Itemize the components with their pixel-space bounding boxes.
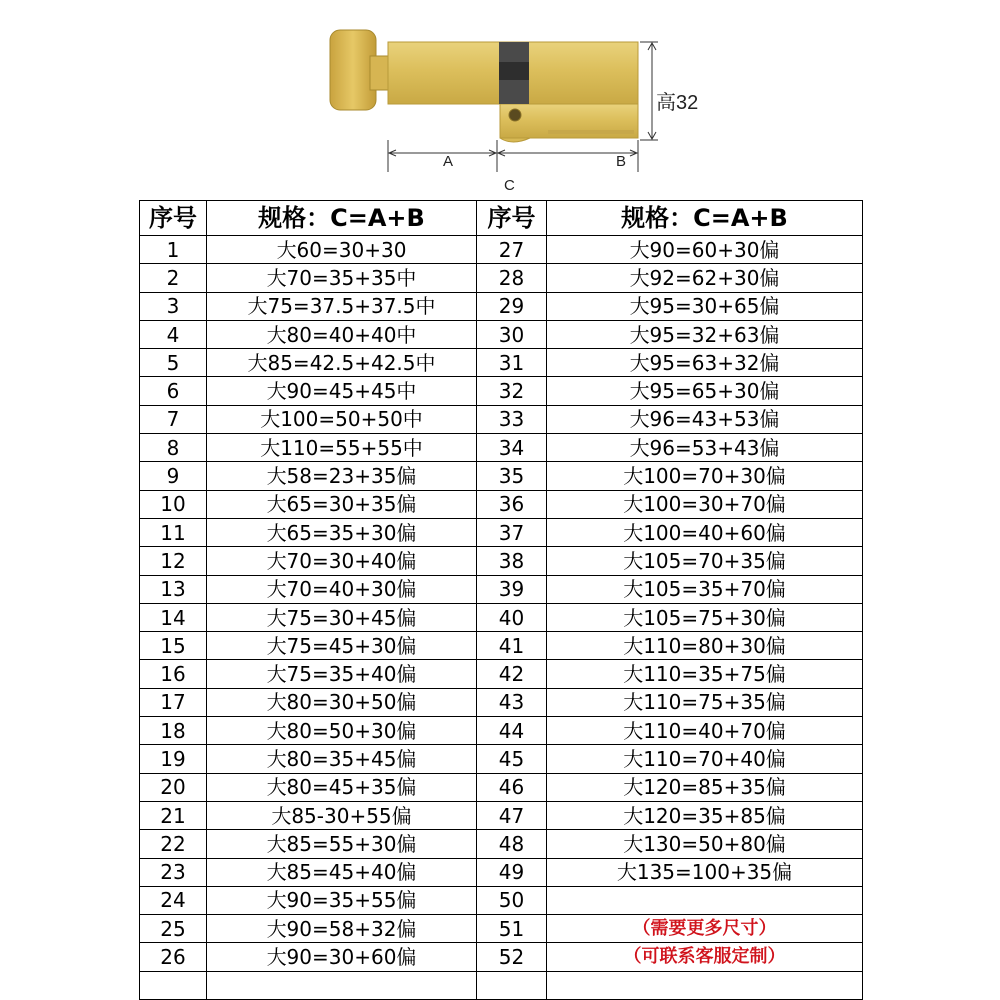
cell-index-right: 32	[477, 377, 547, 405]
cell-spec-right: 大105=70+35偏	[547, 547, 863, 575]
cell-spec-right: 大95=32+63偏	[547, 320, 863, 348]
cell-spec-right: 大120=35+85偏	[547, 801, 863, 829]
cell-index-right: 27	[477, 236, 547, 264]
table-row	[140, 801, 863, 829]
cell-index-right: 39	[477, 575, 547, 603]
cell-spec-left: 大80=35+45偏	[207, 745, 477, 773]
cell-spec-left: 大60=30+30	[207, 236, 477, 264]
cell-index-left: 1	[140, 236, 207, 264]
cell-spec-left: 大70=30+40偏	[207, 547, 477, 575]
cell-spec-left: 大65=30+35偏	[207, 490, 477, 518]
cell-spec-left: 大65=35+30偏	[207, 518, 477, 546]
cell-spec-left: 大85=45+40偏	[207, 858, 477, 886]
cell-index-left: 23	[140, 858, 207, 886]
table-row	[140, 547, 863, 575]
cell-spec-left: 大85-30+55偏	[207, 801, 477, 829]
cell-index-left: 8	[140, 434, 207, 462]
spec-table-body	[140, 236, 863, 1000]
cell-spec-right: 大90=60+30偏	[547, 236, 863, 264]
cell-spec-left: 大90=30+60偏	[207, 943, 477, 971]
table-row	[140, 688, 863, 716]
header-index-left: 序号	[140, 201, 207, 236]
cell-spec-left: 大70=40+30偏	[207, 575, 477, 603]
table-row	[140, 632, 863, 660]
cell-spec-left: 大85=55+30偏	[207, 830, 477, 858]
cell-spec-right: 大130=50+80偏	[547, 830, 863, 858]
cell-spec-left: 大100=50+50中	[207, 405, 477, 433]
cell-spec-left: 大90=35+55偏	[207, 886, 477, 914]
dimension-a-label: A	[443, 153, 454, 170]
cell-index-right: 49	[477, 858, 547, 886]
cell-spec-right: 大110=35+75偏	[547, 660, 863, 688]
dimension-c-label: C	[504, 177, 515, 194]
cell-index-left: 24	[140, 886, 207, 914]
table-row	[140, 773, 863, 801]
cell-index-left: 5	[140, 349, 207, 377]
cell-spec-right: 大95=30+65偏	[547, 292, 863, 320]
table-row	[140, 264, 863, 292]
cell-index-left: 18	[140, 717, 207, 745]
table-row	[140, 886, 863, 914]
cell-index-right: 40	[477, 603, 547, 631]
table-row	[140, 717, 863, 745]
cell-index-right: 35	[477, 462, 547, 490]
cell-index-right: 52	[477, 943, 547, 971]
cell-index-left: 19	[140, 745, 207, 773]
cell-spec-right: 大100=30+70偏	[547, 490, 863, 518]
cell-spec-right: 大110=80+30偏	[547, 632, 863, 660]
cell-index-right: 42	[477, 660, 547, 688]
cell-index-right: 30	[477, 320, 547, 348]
cell-index-left: 21	[140, 801, 207, 829]
cell-index-left: 15	[140, 632, 207, 660]
cell-spec-right: 大96=53+43偏	[547, 434, 863, 462]
cell-index-left: 13	[140, 575, 207, 603]
cell-index-right: 46	[477, 773, 547, 801]
cell-index-left: 22	[140, 830, 207, 858]
table-row	[140, 575, 863, 603]
cell-index-left: 10	[140, 490, 207, 518]
table-row	[140, 236, 863, 264]
cell-index-right: 51	[477, 915, 547, 943]
cell-spec-left: 大70=35+35中	[207, 264, 477, 292]
cell-spec-right: 大135=100+35偏	[547, 858, 863, 886]
cell-spec-right: （可联系客服定制）	[547, 943, 863, 971]
cell-spec-right: 大110=75+35偏	[547, 688, 863, 716]
width-dimension-lines	[388, 140, 638, 172]
cell-index-right: 43	[477, 688, 547, 716]
cell-index-left: 17	[140, 688, 207, 716]
cell-index-right: 31	[477, 349, 547, 377]
header-spec-left: 规格：C=A+B	[207, 201, 477, 236]
cell-index-right: 44	[477, 717, 547, 745]
cell-spec-left: 大110=55+55中	[207, 434, 477, 462]
header-spec-right: 规格：C=A+B	[547, 201, 863, 236]
thumb-turn-knob	[330, 30, 392, 110]
cell-spec-left: 大80=40+40中	[207, 320, 477, 348]
table-row	[140, 660, 863, 688]
cell-spec-right: 大96=43+53偏	[547, 405, 863, 433]
cell-index-right: 33	[477, 405, 547, 433]
cell-spec-left: 大80=45+35偏	[207, 773, 477, 801]
cell-index-right: 48	[477, 830, 547, 858]
cell-index-right: 38	[477, 547, 547, 575]
table-header-row	[140, 201, 863, 236]
cell-index-left: 25	[140, 915, 207, 943]
dimension-b-label: B	[616, 153, 627, 170]
table-row	[140, 915, 863, 943]
cell-spec-left: 大58=23+35偏	[207, 462, 477, 490]
spec-table	[139, 200, 863, 1000]
table-row	[140, 858, 863, 886]
table-row	[140, 349, 863, 377]
table-row	[140, 434, 863, 462]
table-row	[140, 292, 863, 320]
cell-index-left: 20	[140, 773, 207, 801]
cell-spec-left: 大85=42.5+42.5中	[207, 349, 477, 377]
cell-spec-right: 大95=65+30偏	[547, 377, 863, 405]
cell-index-left	[140, 971, 207, 999]
cell-index-right: 45	[477, 745, 547, 773]
cell-index-left: 6	[140, 377, 207, 405]
table-row	[140, 320, 863, 348]
cell-index-right: 29	[477, 292, 547, 320]
cell-index-left: 3	[140, 292, 207, 320]
cylinder-body	[388, 42, 638, 142]
table-row	[140, 405, 863, 433]
cell-index-right: 50	[477, 886, 547, 914]
cell-index-right: 41	[477, 632, 547, 660]
cell-spec-left: 大75=45+30偏	[207, 632, 477, 660]
lock-cylinder-drawing	[0, 0, 1000, 200]
cell-index-left: 4	[140, 320, 207, 348]
header-index-right: 序号	[477, 201, 547, 236]
cell-spec-right: 大120=85+35偏	[547, 773, 863, 801]
cell-spec-right: 大100=40+60偏	[547, 518, 863, 546]
cell-index-left: 9	[140, 462, 207, 490]
table-row	[140, 377, 863, 405]
table-row	[140, 518, 863, 546]
height-label: 高32	[656, 92, 699, 114]
cell-spec-left: 大80=50+30偏	[207, 717, 477, 745]
cell-spec-left: 大90=45+45中	[207, 377, 477, 405]
cell-index-left: 26	[140, 943, 207, 971]
cell-spec-right: 大105=35+70偏	[547, 575, 863, 603]
cell-spec-left: 大75=35+40偏	[207, 660, 477, 688]
cell-spec-left: 大90=58+32偏	[207, 915, 477, 943]
cell-index-left: 2	[140, 264, 207, 292]
cell-spec-right	[547, 971, 863, 999]
cell-spec-right: 大110=40+70偏	[547, 717, 863, 745]
cell-index-left: 14	[140, 603, 207, 631]
cell-spec-right	[547, 886, 863, 914]
table-row	[140, 603, 863, 631]
cell-index-right: 34	[477, 434, 547, 462]
table-row	[140, 830, 863, 858]
table-row	[140, 490, 863, 518]
cell-spec-right: 大92=62+30偏	[547, 264, 863, 292]
cell-index-right: 28	[477, 264, 547, 292]
table-row	[140, 745, 863, 773]
cell-index-left: 12	[140, 547, 207, 575]
cell-index-right: 37	[477, 518, 547, 546]
cell-spec-left: 大80=30+50偏	[207, 688, 477, 716]
cell-spec-right: （需要更多尺寸）	[547, 915, 863, 943]
cell-spec-right: 大95=63+32偏	[547, 349, 863, 377]
lock-cylinder-diagram	[0, 0, 1000, 200]
cell-index-left: 7	[140, 405, 207, 433]
cell-index-right: 47	[477, 801, 547, 829]
table-row	[140, 462, 863, 490]
cell-index-right: 36	[477, 490, 547, 518]
cell-index-left: 16	[140, 660, 207, 688]
cell-spec-left: 大75=37.5+37.5中	[207, 292, 477, 320]
cell-spec-right: 大105=75+30偏	[547, 603, 863, 631]
table-row	[140, 971, 863, 999]
cell-spec-left	[207, 971, 477, 999]
cell-index-right	[477, 971, 547, 999]
cell-spec-left: 大75=30+45偏	[207, 603, 477, 631]
cell-index-left: 11	[140, 518, 207, 546]
cell-spec-right: 大110=70+40偏	[547, 745, 863, 773]
table-row	[140, 943, 863, 971]
cell-spec-right: 大100=70+30偏	[547, 462, 863, 490]
